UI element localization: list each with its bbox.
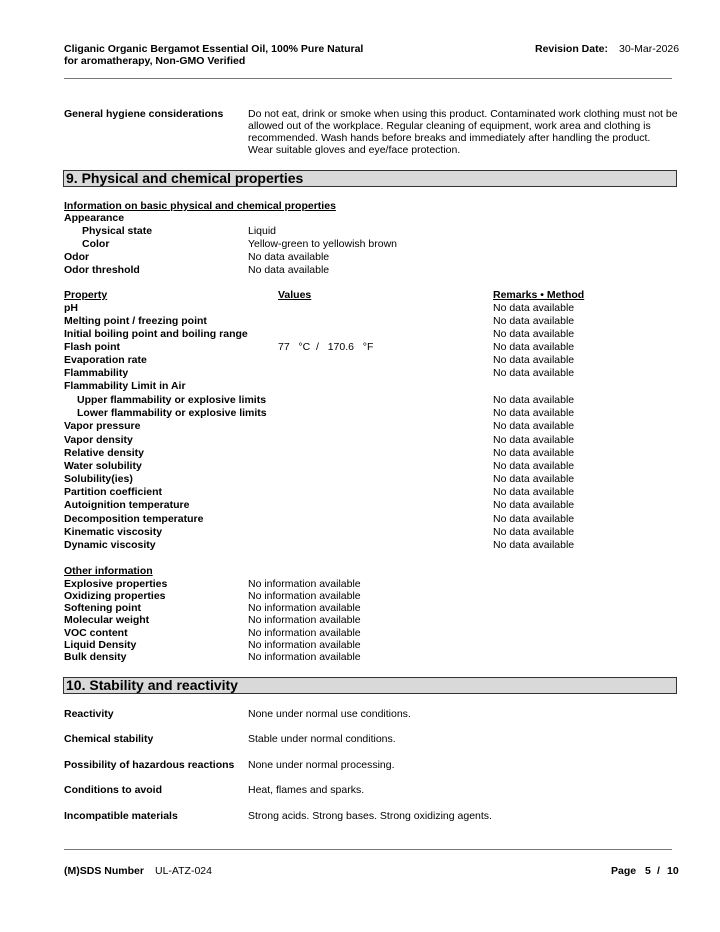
physical-state-value: Liquid [248,225,277,237]
stability-value: Strong acids. Strong bases. Strong oxidizing agents. [248,810,492,822]
column-remarks-method: Remarks • Method [493,289,585,301]
property-name: Autoignition temperature [64,499,190,511]
property-name: pH [64,302,78,314]
property-name: Flash point [64,341,120,353]
stability-value: Heat, flames and sparks. [248,784,365,796]
color-label: Color [82,238,110,250]
property-name: Dynamic viscosity [64,539,156,551]
table-row [64,367,664,380]
property-name: Upper flammability or explosive limits [77,394,267,406]
revision-date-label: Revision Date: [535,43,608,55]
table-row [64,526,664,539]
table-row [64,394,664,407]
sds-number-label: (M)SDS Number [64,865,144,877]
table-row [64,407,664,420]
property-name: Vapor density [64,434,133,446]
property-name: Melting point / freezing point [64,315,207,327]
property-remark: No data available [493,407,575,419]
list-item [64,759,664,772]
property-name: Partition coefficient [64,486,163,498]
property-name: Evaporation rate [64,354,147,366]
table-row [64,513,664,526]
list-item [64,810,664,823]
other-name: Molecular weight [64,614,150,626]
property-remark: No data available [493,447,575,459]
property-name: Initial boiling point and boiling range [64,328,248,340]
property-remark: No data available [493,539,575,551]
table-row [64,420,664,433]
stability-name: Conditions to avoid [64,784,162,796]
table-row [64,447,664,460]
basic-properties-heading: Information on basic physical and chemical properties [64,200,336,212]
product-title-line1: Cliganic Organic Bergamot Essential Oil, 100% Pure Natural [64,43,364,55]
table-row [64,434,664,447]
list-item [64,708,664,721]
sds-number-value: UL-ATZ-024 [155,865,212,877]
property-remark: No data available [493,434,575,446]
stability-name: Chemical stability [64,733,154,745]
property-remark: No data available [493,499,575,511]
other-value: No information available [248,590,361,602]
other-value: No information available [248,627,361,639]
hygiene-text: Do not eat, drink or smoke when using this product. Contaminated work clothing must not be allowed out of the workplace. Regular cleaning of equipment, work area and clothing is recommended. Wash hands before breaks and immediately after handling the product. Wear suitable gloves and eye/face protection. [248,108,678,156]
table-row [64,499,664,512]
property-value: 77 °C / 170.6 °F [278,341,374,353]
stability-name: Possibility of hazardous reactions [64,759,235,771]
other-value: No information available [248,614,361,626]
table-row [64,302,664,315]
property-name: Kinematic viscosity [64,526,163,538]
other-name: Liquid Density [64,639,137,651]
stability-name: Incompatible materials [64,810,178,822]
property-name: Vapor pressure [64,420,141,432]
revision-date-value: 30-Mar-2026 [619,43,680,55]
other-value: No information available [248,651,361,663]
table-row [64,460,664,473]
section-10-title: 10. Stability and reactivity [63,677,677,694]
property-remark: No data available [493,367,575,379]
column-values: Values [278,289,312,301]
property-remark: No data available [493,341,575,353]
odor-threshold-value: No data available [248,264,330,276]
table-row [64,473,664,486]
other-name: Softening point [64,602,141,614]
table-row [64,486,664,499]
page-total: 10 [667,865,679,877]
page-label: Page [611,865,637,877]
property-remark: No data available [493,526,575,538]
list-item [64,784,664,797]
odor-threshold-label: Odor threshold [64,264,140,276]
other-name: Explosive properties [64,578,168,590]
stability-value: None under normal processing. [248,759,395,771]
table-row [64,539,664,552]
table-row [64,354,664,367]
property-name: Relative density [64,447,144,459]
property-remark: No data available [493,473,575,485]
property-remark: No data available [493,302,575,314]
property-remark: No data available [493,315,575,327]
table-row [64,315,664,328]
property-name: Flammability [64,367,129,379]
page-current: 5 [645,865,651,877]
property-name: Lower flammability or explosive limits [77,407,267,419]
appearance-label: Appearance [64,212,125,224]
stability-name: Reactivity [64,708,114,720]
stability-value: None under normal use conditions. [248,708,411,720]
other-name: Oxidizing properties [64,590,166,602]
other-value: No information available [248,602,361,614]
property-name: Flammability Limit in Air [64,380,186,392]
color-value: Yellow-green to yellowish brown [248,238,398,250]
table-row [64,341,664,354]
section-9-title: 9. Physical and chemical properties [63,170,677,187]
other-name: Bulk density [64,651,127,663]
physical-state-label: Physical state [82,225,153,237]
property-remark: No data available [493,420,575,432]
page-separator: / [657,865,660,877]
table-row [64,328,664,341]
list-item [64,733,664,746]
hygiene-label: General hygiene considerations [64,108,224,120]
property-remark: No data available [493,328,575,340]
property-name: Solubility(ies) [64,473,133,485]
other-value: No information available [248,578,361,590]
other-name: VOC content [64,627,128,639]
property-remark: No data available [493,354,575,366]
stability-value: Stable under normal conditions. [248,733,396,745]
header-divider [64,78,672,79]
table-row [64,380,664,393]
property-remark: No data available [493,486,575,498]
other-value: No information available [248,639,361,651]
property-name: Decomposition temperature [64,513,204,525]
list-item [64,614,664,627]
property-remark: No data available [493,513,575,525]
property-name: Water solubility [64,460,142,472]
property-remark: No data available [493,394,575,406]
list-item [64,651,664,664]
odor-value: No data available [248,251,330,263]
column-property: Property [64,289,108,301]
odor-label: Odor [64,251,90,263]
property-remark: No data available [493,460,575,472]
footer-divider [64,849,672,850]
product-title-line2: for aromatherapy, Non-GMO Verified [64,55,246,67]
other-information-heading: Other information [64,565,153,577]
